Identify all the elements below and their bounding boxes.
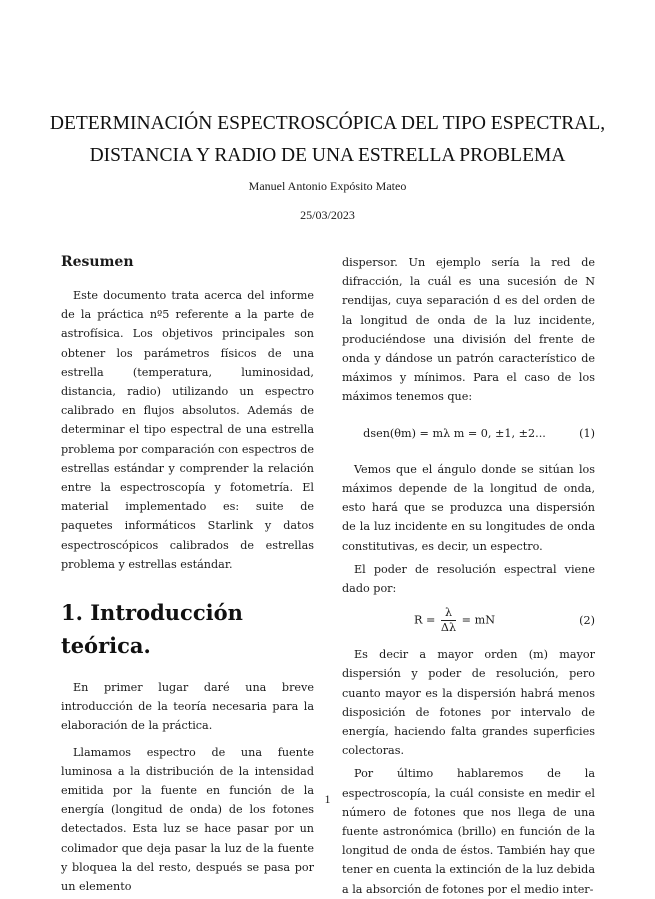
document-date: 25/03/2023 [300,208,355,222]
intro-paragraph-1: En primer lugar daré una breve introducción de la teoría necesaria para la elaboración de la práctica. [61,681,314,733]
author-name: Manuel Antonio Expósito Mateo [248,179,407,193]
equation-2-body [342,606,567,635]
title-line-1: DETERMINACIÓN ESPECTROSCÓPICA DEL TIPO ESPECTRAL, [49,113,606,134]
document-title [40,108,615,172]
section-heading-line-2: teórica. [61,633,151,659]
abstract-text: Este documento trata acerca del informe de la práctica nº5 referente a la parte de astrofísica. Los objetivos principales son obtener los parámetros físicos de una estrella (temperatura, luminosidad, distancia, radio) utilizando un espectro calibrado en flujos absolutos. Además de determinar el tipo espectral de una estrella problema por comparación con espectros de estrellas estándar y comprender la relación entre la espectroscopía y fotometría. El material implementado es: suite de paquetes informáticos Starlink y datos espectroscópicos calibrados de estrellas problema y estrellas estándar. [61,289,314,571]
equation-2-lhs: R = [414,613,436,627]
right-paragraph-2: Vemos que el ángulo donde se sitúan los máximos depende de la longitud de onda, esto hará que se produzca una dispersión de la luz incidente en su longitudes de onda constitutivas, es decir, un espectro. [342,462,595,553]
equation-2-rhs: = mN [461,613,495,627]
equation-1-number: (1) [579,426,595,440]
equation-2-denominator: Δλ [440,621,457,635]
section-heading-introduction [61,596,314,662]
equation-2-numerator: λ [441,606,456,621]
title-line-2: DISTANCIA Y RADIO DE UNA ESTRELLA PROBLEMA [89,145,566,166]
equation-2-number: (2) [579,614,595,628]
right-paragraph-4: Es decir a mayor orden (m) mayor dispersión y poder de resolución, pero cuanto mayor es la dispersión habrá menos disposición de fotones por intervalo de energía, haciendo falta grandes superficies colectoras. [342,648,595,758]
equation-1-body: dsen(θm) = mλ m = 0, ±1, ±2... [363,426,546,440]
right-paragraph-3: El poder de resolución espectral viene dado por: [342,562,595,596]
section-heading-line-1: 1. Introducción [61,600,243,626]
right-paragraph-5: Por último hablaremos de la espectroscopía, la cuál consiste en medir el número de fotones que nos llega de una fuente astronómica (brillo) en función de la longitud de onda de éstos. También hay que tener en cuenta la extinción de la luz debida a la absorción de fotones por el medio inter- [342,767,595,896]
equation-1 [342,424,595,443]
abstract-heading: Resumen [61,254,134,270]
equation-2-fraction [441,606,456,635]
right-paragraph-1: dispersor. Un ejemplo sería la red de difracción, la cuál es una sucesión de N rendijas, cuya separación d es del orden de la longitud de onda de la luz incidente, produciéndose una división del frente de onda y dándose un patrón característico de máximos y mínimos. Para el caso de los máximos tenemos que: [342,256,595,404]
intro-paragraph-2: Llamamos espectro de una fuente luminosa a la distribución de la intensidad emitida por la fuente en función de la energía (longitud de onda) de los fotones detectados. Esta luz se hace pasar por un colimador que deja pasar la luz de la fuente y bloquea la del resto, después se pasa por un elemento [61,745,314,894]
equation-2 [342,606,595,635]
page-number: 1 [324,792,331,806]
